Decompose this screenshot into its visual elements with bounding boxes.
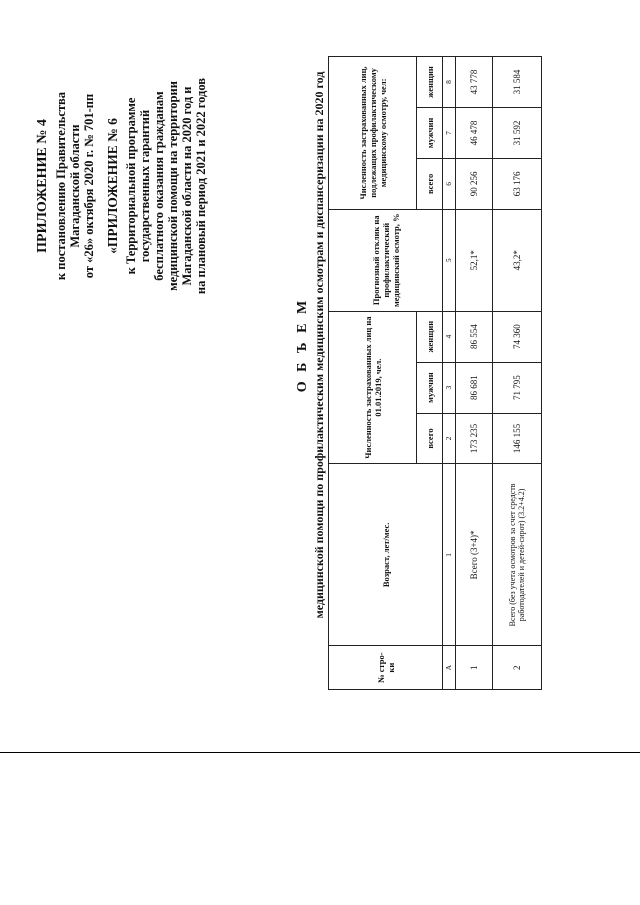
document-header bbox=[36, 0, 208, 372]
header-line: государственных гарантий bbox=[138, 109, 152, 263]
response-percent: 52,1* bbox=[456, 209, 493, 311]
subject-men: 31 592 bbox=[493, 108, 542, 159]
index-cell: 6 bbox=[443, 158, 456, 209]
header-insured: Численность застрахованных лиц на 01.01.2019, чел. bbox=[329, 311, 417, 464]
appendix6-title: «ПРИЛОЖЕНИЕ № 6 bbox=[105, 118, 120, 254]
index-cell: 4 bbox=[443, 311, 456, 362]
header-line: Магаданской области на 2020 год и bbox=[180, 86, 194, 286]
subject-women: 43 778 bbox=[456, 57, 493, 108]
insured-women: 74 360 bbox=[493, 311, 542, 362]
header-women: женщин bbox=[417, 57, 443, 108]
header-line: на плановый период 2021 и 2022 годов bbox=[194, 77, 208, 295]
insured-men: 86 681 bbox=[456, 362, 493, 413]
title-subtitle: медицинской помощи по профилактическим медицинским осмотрам и диспансеризации на 2020 год bbox=[312, 71, 326, 619]
table-row bbox=[456, 57, 493, 690]
header-subject: Численность застрахованных лиц, подлежащих профилактическому медицинскому осмотру, чел: bbox=[329, 57, 417, 210]
document-title bbox=[294, 0, 326, 690]
row-num: 1 bbox=[456, 646, 493, 690]
subject-total: 90 256 bbox=[456, 158, 493, 209]
header-line: Магаданской области bbox=[68, 124, 82, 248]
insured-men: 71 795 bbox=[493, 362, 542, 413]
row-num: 2 bbox=[493, 646, 542, 690]
header-line: бесплатного оказания гражданам bbox=[152, 91, 166, 281]
header-total: всего bbox=[417, 413, 443, 464]
subject-women: 31 584 bbox=[493, 57, 542, 108]
index-cell: 2 bbox=[443, 413, 456, 464]
insured-total: 173 235 bbox=[456, 413, 493, 464]
appendix-number: ПРИЛОЖЕНИЕ № 4 bbox=[35, 119, 50, 253]
volume-table bbox=[328, 56, 542, 690]
index-cell: 3 bbox=[443, 362, 456, 413]
subject-men: 46 478 bbox=[456, 108, 493, 159]
subject-total: 63 176 bbox=[493, 158, 542, 209]
index-cell: 1 bbox=[443, 464, 456, 646]
header-line: к Территориальной программе bbox=[124, 97, 138, 275]
title-main: О Б Ъ Е М bbox=[295, 297, 310, 393]
page-divider bbox=[0, 752, 640, 753]
index-cell: 7 bbox=[443, 108, 456, 159]
insured-total: 146 155 bbox=[493, 413, 542, 464]
row-age: Всего (3+4)* bbox=[456, 464, 493, 646]
header-women: женщин bbox=[417, 311, 443, 362]
insured-women: 86 554 bbox=[456, 311, 493, 362]
header-line: от «26» октября 2020 г. № 701-пп bbox=[82, 93, 96, 279]
header-line: к постановлению Правительства bbox=[54, 91, 68, 281]
table-row bbox=[493, 57, 542, 690]
row-age: Всего (без учета осмотров за счет средств работодателей и детей-сирот) (3.2+4.2) bbox=[493, 464, 542, 646]
header-line: медицинской помощи на территории bbox=[166, 81, 180, 291]
rotated-page bbox=[30, 0, 526, 690]
index-cell: 8 bbox=[443, 57, 456, 108]
index-cell: А bbox=[443, 646, 456, 690]
header-men: мужчин bbox=[417, 362, 443, 413]
header-total: всего bbox=[417, 158, 443, 209]
response-percent: 43,2* bbox=[493, 209, 542, 311]
header-response: Прогнозный отклик на профилактический медицинский осмотр, % bbox=[329, 209, 443, 311]
index-cell: 5 bbox=[443, 209, 456, 311]
header-num: № стро-ки bbox=[329, 646, 443, 690]
header-men: мужчин bbox=[417, 108, 443, 159]
header-age: Возраст, лет/мес. bbox=[329, 464, 443, 646]
